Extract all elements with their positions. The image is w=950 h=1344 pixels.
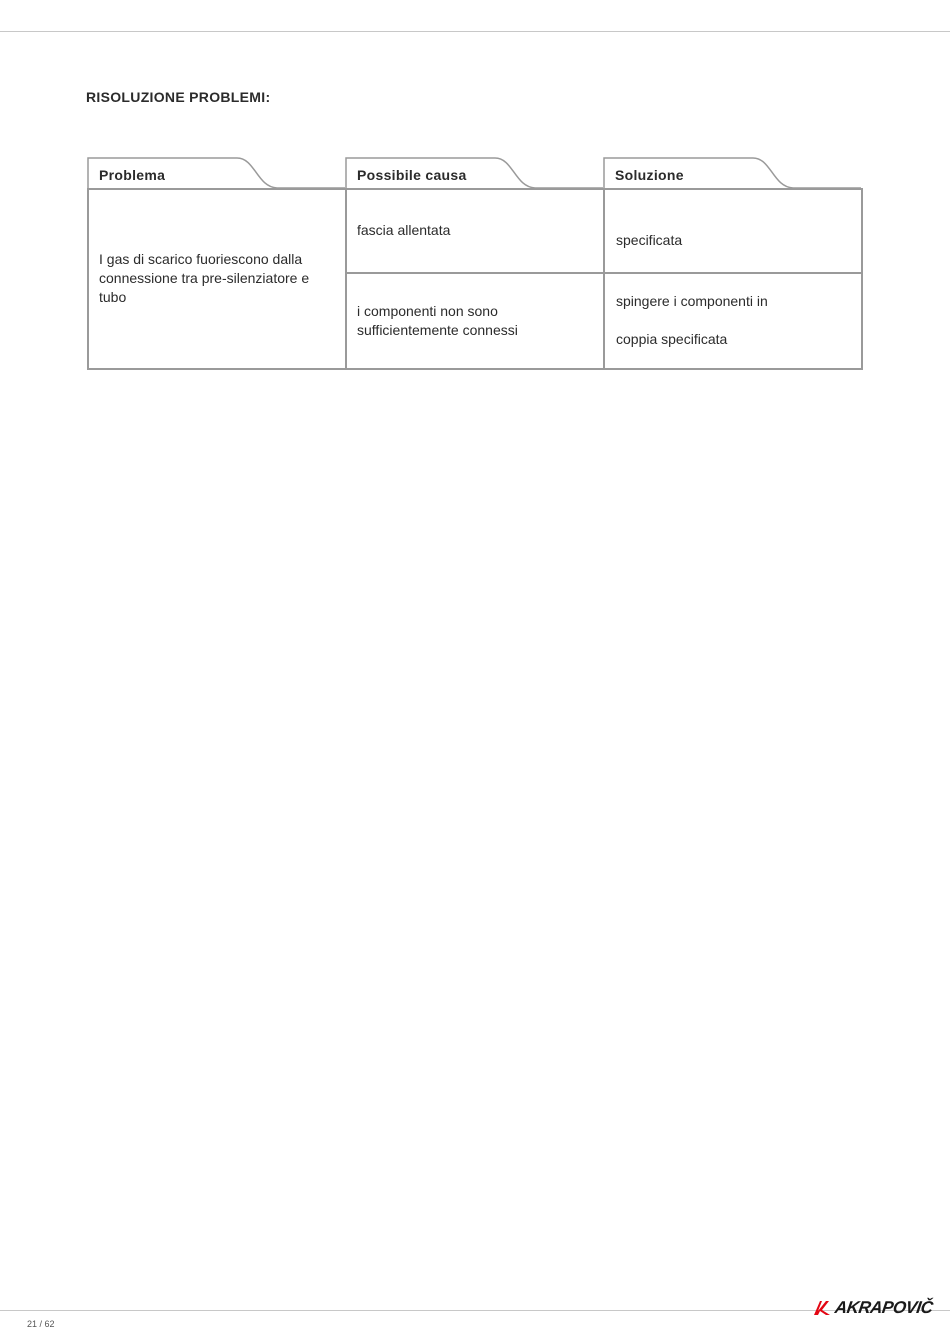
cell-solution-2 (603, 272, 863, 370)
page-title: RISOLUZIONE PROBLEMI: (86, 89, 271, 105)
akrapovic-logo (812, 1296, 933, 1320)
cause-2-line-2: sufficientemente connessi (357, 322, 518, 338)
header-problema-label: Problema (99, 167, 166, 183)
header-causa-label: Possibile causa (357, 167, 467, 183)
bottom-divider (0, 1310, 950, 1311)
header-soluzione-label: Soluzione (615, 167, 684, 183)
header-tab-problema (87, 157, 347, 189)
page-number: 21 / 62 (27, 1319, 55, 1329)
top-divider (0, 31, 950, 32)
solution-2-line-2: coppia specificata (616, 331, 728, 347)
scorpion-icon (812, 1299, 832, 1317)
problem-text: I gas di scarico fuoriescono dalla connessione tra pre-silenziatore e tubo (99, 251, 310, 305)
solution-2-line-1: spingere i componenti in (616, 293, 768, 309)
cause-1-text: fascia allentata (357, 222, 451, 238)
header-tab-soluzione (603, 157, 863, 189)
header-tab-causa (345, 157, 605, 189)
brand-name: AKRAPOVIČ (833, 1298, 934, 1317)
cause-2-line-1: i componenti non sono (357, 303, 498, 319)
cause-2-text (357, 302, 595, 340)
solution-1-text: specificata (616, 232, 683, 248)
